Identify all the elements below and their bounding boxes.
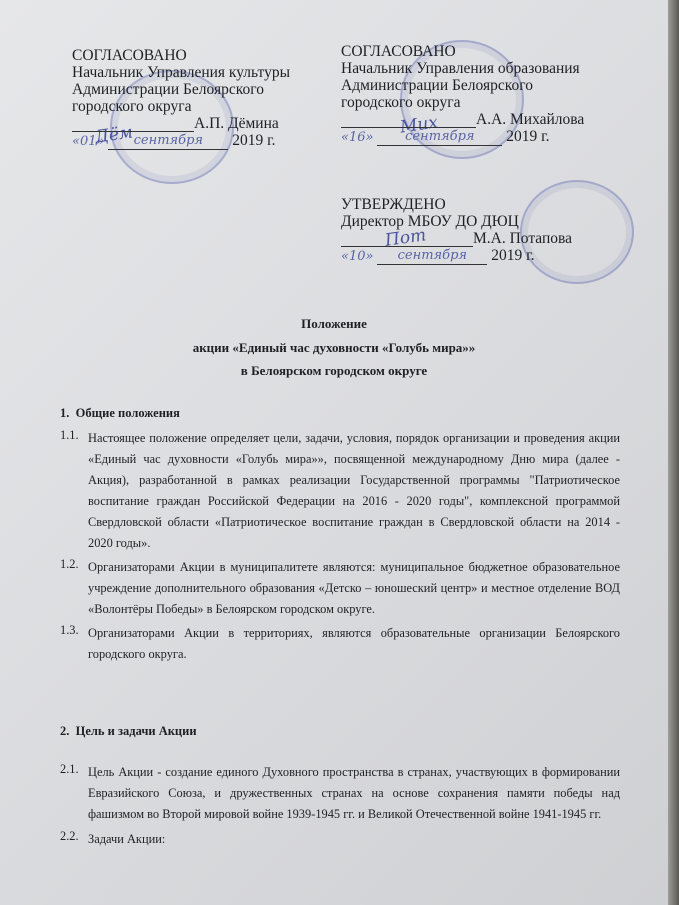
signature-approved: Пот [383, 225, 428, 251]
date-day: «16» [341, 130, 374, 145]
signature-line [341, 111, 584, 128]
approver-name: М.А. Потапова [473, 230, 573, 247]
clause-number: 1.2. [60, 557, 79, 571]
date-day: «10» [341, 249, 374, 264]
clause-number: 1.3. [60, 623, 79, 637]
doc-title: Положение [301, 316, 367, 331]
approver-name: А.А. Михайлова [476, 111, 585, 128]
date-year: 2019 г. [232, 132, 276, 149]
clause [60, 762, 620, 825]
doc-subtitle: акции «Единый час духовности «Голубь мира»» [192, 340, 476, 355]
doc-subtitle: в Белоярском городском округе [240, 363, 428, 378]
section-title: Общие положения [75, 406, 180, 420]
approval-date [72, 132, 290, 150]
clause-text: Организаторами Акции в территориях, являются образовательные организации Белоярского городского округа. [88, 626, 620, 661]
page-edge [668, 0, 679, 905]
approval-position: городского округа [72, 98, 192, 115]
clause-number: 2.2. [60, 829, 79, 843]
date-month: сентября [108, 132, 228, 150]
clause [60, 829, 620, 850]
approval-position: Директор МБОУ ДО ДЮЦ [341, 213, 519, 230]
section-number: 2. [60, 724, 70, 738]
section-title: Цель и задачи Акции [75, 724, 197, 738]
approver-name: А.П. Дёмина [194, 115, 279, 132]
section-2-body [60, 762, 620, 850]
clause [60, 428, 620, 554]
clause-text: Настоящее положение определяет цели, задачи, условия, порядок организации и проведения акции «Единый час духовности «Голубь мира»», посвященной международному Дню мира (далее - Акция), разработанной в рамках реализации Государственной программы "Патриотическое воспитание граждан Российской Федерации на 2016 - 2020 годы", комплексной программой Свердловской области «Патриотическое воспитание граждан в Свердловской области на 2014 - 2020 годы». [88, 431, 620, 550]
approval-date [341, 247, 572, 265]
approval-heading: УТВЕРЖДЕНО [341, 196, 446, 213]
approval-date [341, 128, 584, 146]
clause [60, 557, 620, 620]
approval-position: Администрации Белоярского [341, 77, 533, 94]
approval-heading: СОГЛАСОВАНО [72, 47, 187, 64]
approval-position: Администрации Белоярского [72, 81, 264, 98]
signature-line [72, 115, 290, 132]
section-1-body [60, 428, 620, 665]
approval-block-left [72, 47, 290, 150]
clause-number: 2.1. [60, 762, 79, 776]
clause-text: Организаторами Акции в муниципалитете являются: муниципальное бюджетное образовательное учреждение дополнительного образования «Детско – юношеский центр» и местное отделение ВОД «Волонтёры Победы» в Белоярском городском округе. [88, 560, 620, 616]
clause-text: Цель Акции - создание единого Духовного пространства в странах, участвующих в формировании Евразийского Союза, и дружественных странах на основе сохранения памяти победы над фашизмом во Второй мировой войне 1939-1945 гг. и Великой Отечественной войне 1941-1945 гг. [88, 765, 620, 821]
clause-number: 1.1. [60, 428, 79, 442]
section-number: 1. [60, 406, 70, 420]
approval-position: Начальник Управления образования [341, 60, 580, 77]
signature-line [341, 230, 572, 247]
date-year: 2019 г. [491, 247, 535, 264]
date-day: «01» [72, 134, 105, 149]
date-month: сентября [377, 247, 487, 265]
date-month: сентября [377, 128, 502, 146]
approval-heading: СОГЛАСОВАНО [341, 43, 456, 60]
approval-position: Начальник Управления культуры [72, 64, 290, 81]
approval-block-approved [341, 196, 572, 265]
clause-text: Задачи Акции: [88, 832, 166, 846]
section-heading [60, 406, 180, 421]
approval-position: городского округа [341, 94, 461, 111]
signature-right: Мих [398, 112, 440, 138]
date-year: 2019 г. [506, 128, 550, 145]
approval-block-right [341, 43, 584, 146]
signature-left: Дём [93, 122, 135, 148]
clause [60, 623, 620, 665]
section-heading [60, 724, 197, 739]
